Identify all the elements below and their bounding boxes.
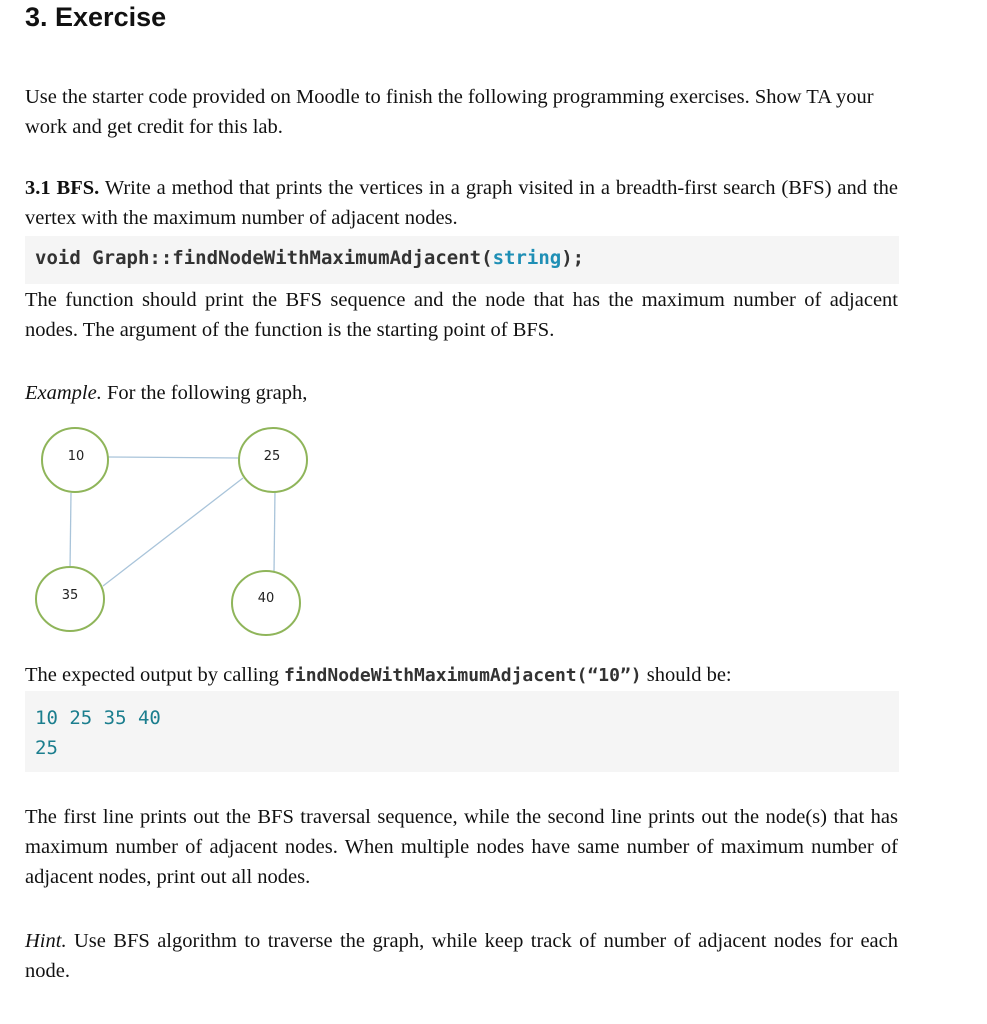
hint-text <box>25 926 898 986</box>
example-body: For the following graph, <box>101 382 308 404</box>
hint-body: Use BFS algorithm to traverse the graph, while keep track of number of adjacent nodes for each node. <box>25 930 898 982</box>
edge-10-25 <box>108 457 240 458</box>
section-title: 3. Exercise <box>25 2 167 32</box>
output-line-2: 25 <box>35 737 58 759</box>
section-bfs-text <box>25 173 898 233</box>
description-text: The function should print the BFS sequence and the node that has the maximum number of adjacent nodes. The argument of the function is the starting point of BFS. <box>25 289 898 341</box>
example-text <box>25 378 307 408</box>
expected-before: The expected output by calling <box>25 664 285 686</box>
section-heading: 3.1 BFS. <box>25 177 100 199</box>
graph-diagram <box>0 420 340 650</box>
expected-after: should be: <box>641 664 732 686</box>
section-body: Write a method that prints the vertices in a graph visited in a breadth-first search (BFS) and the vertex with the maximum number of adjacent nodes. <box>25 177 899 229</box>
output-line-1: 10 25 35 40 <box>35 707 161 729</box>
signature-prefix: void Graph::findNodeWithMaximumAdjacent( <box>35 247 493 269</box>
node-label: 10 <box>67 449 85 464</box>
edge-25-35 <box>103 478 243 586</box>
edge-25-40 <box>274 490 275 573</box>
output-code-block <box>25 691 899 772</box>
expected-text <box>25 660 732 691</box>
edge-10-35 <box>70 493 71 570</box>
node-label: 35 <box>61 588 79 603</box>
signature-suffix: ); <box>561 247 585 269</box>
example-label: Example. <box>25 382 102 404</box>
signature-type: string <box>492 247 562 269</box>
node-label: 25 <box>263 449 281 464</box>
signature-code-block <box>25 236 899 284</box>
intro-text: Use the starter code provided on Moodle to finish the following programming exercises. Show TA your work and get credit for this lab. <box>25 86 874 138</box>
node-label: 40 <box>257 591 275 606</box>
expected-call: findNodeWithMaximumAdjacent(“10”) <box>284 665 642 686</box>
hint-label: Hint. <box>25 930 67 952</box>
explanation-text: The first line prints out the BFS traversal sequence, while the second line prints out the node(s) that has maximum number of adjacent nodes. When multiple nodes have same number of maximum number of adjacent nodes, print out all nodes. <box>25 806 898 888</box>
